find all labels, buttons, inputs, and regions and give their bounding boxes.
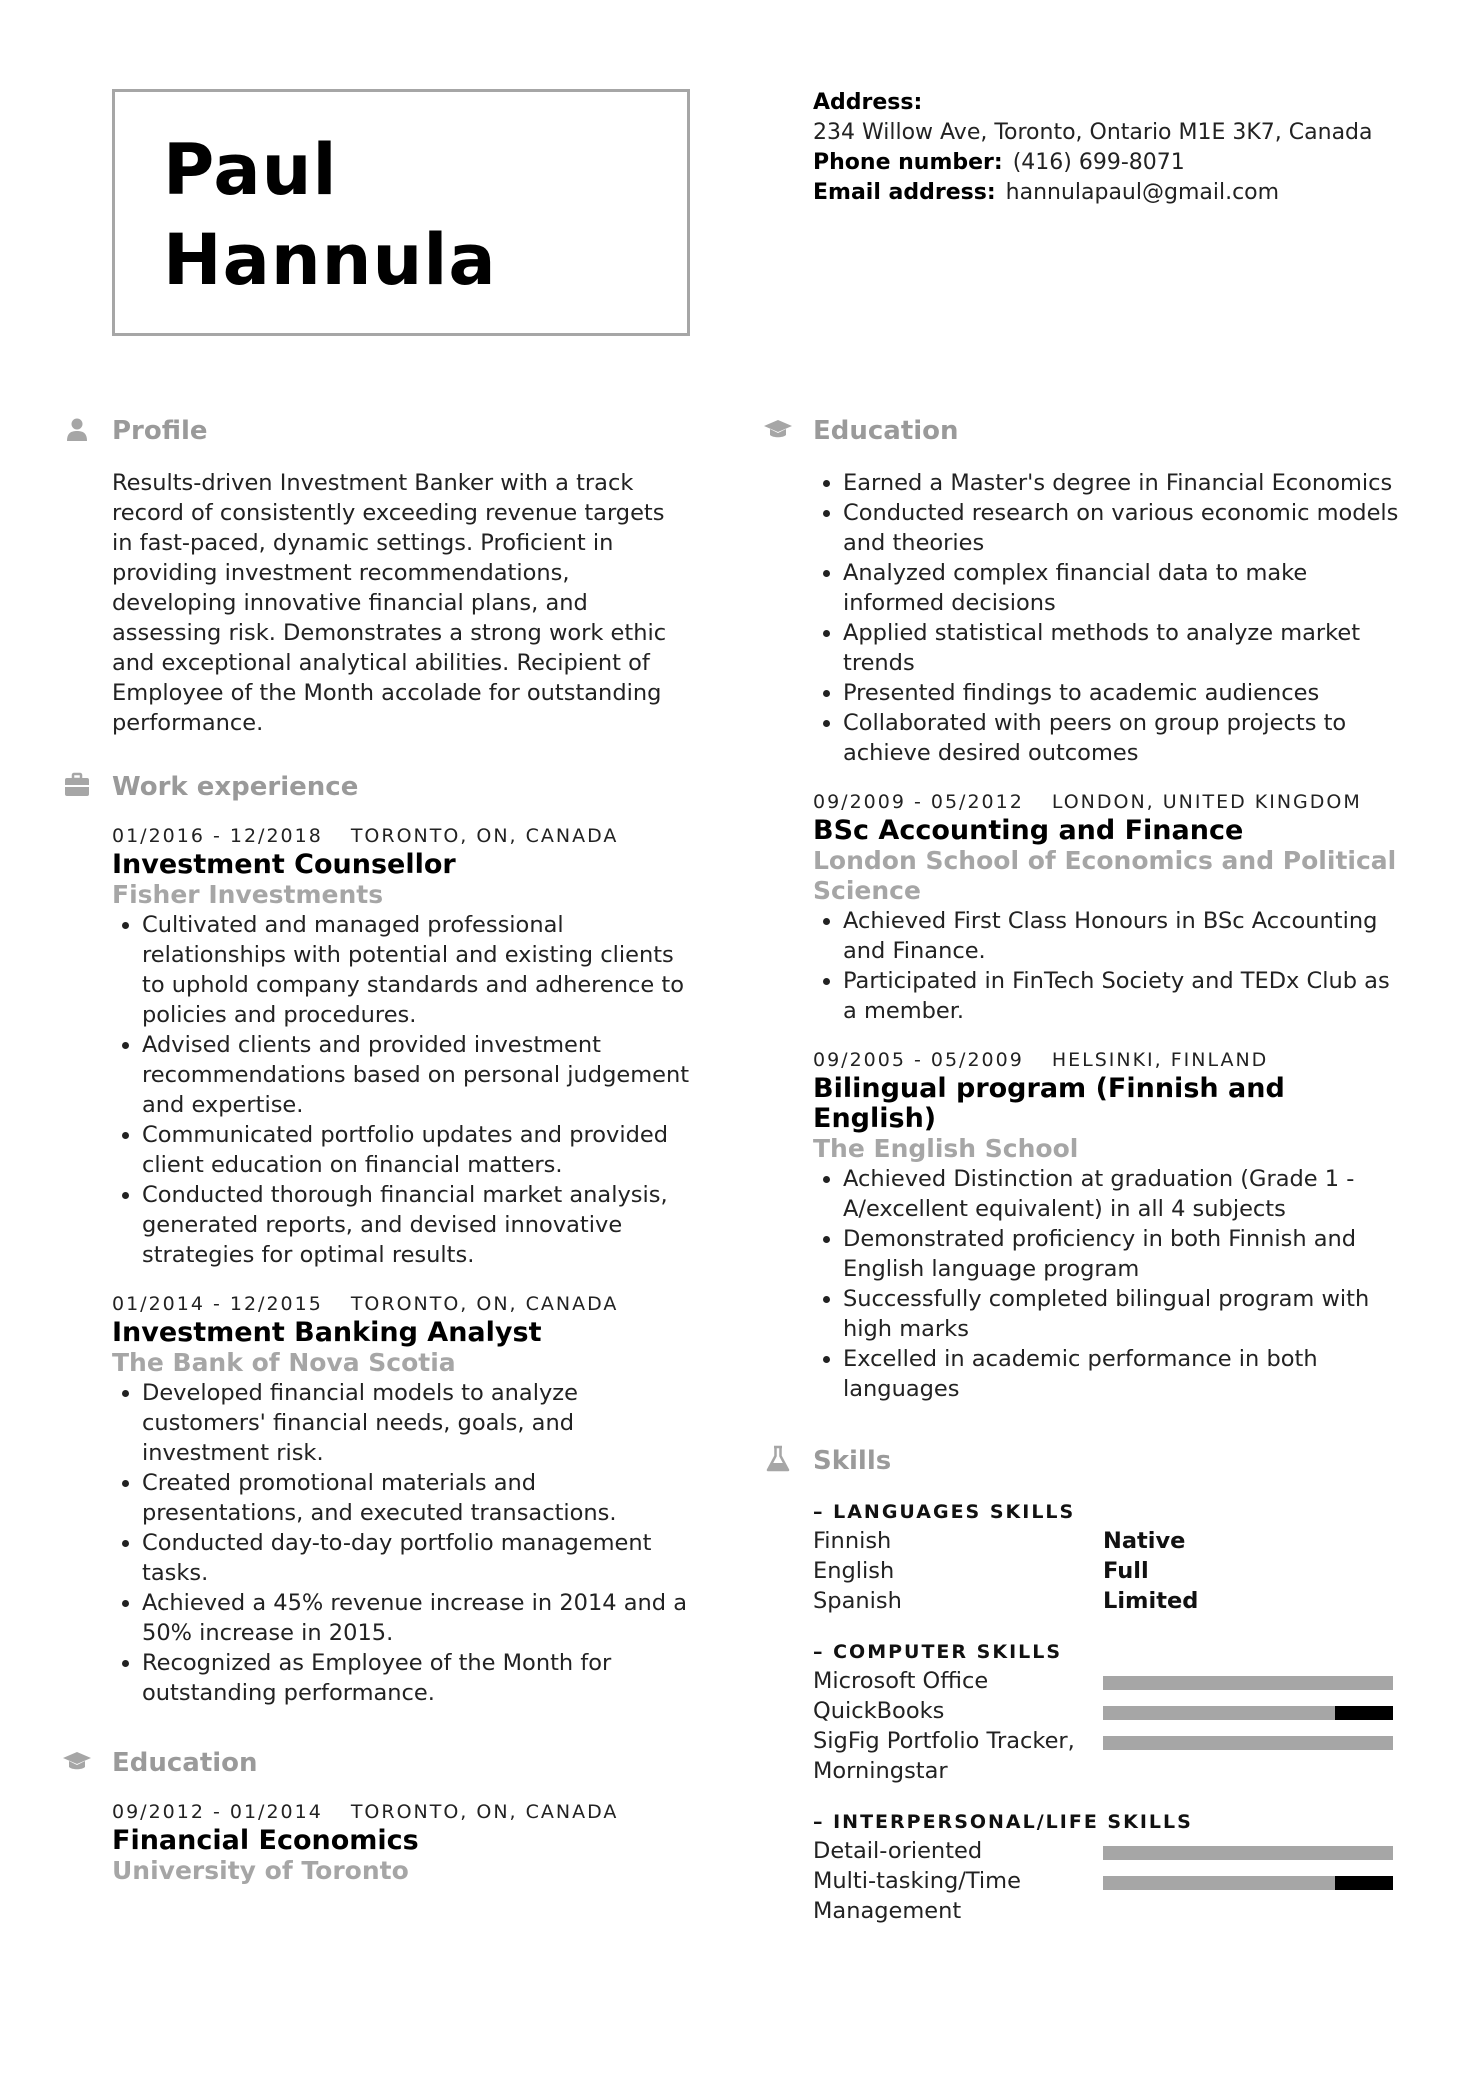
language-name: Spanish [813,1588,902,1614]
skills-heading [813,1442,1403,1482]
work-heading [112,768,692,808]
edu-school: London School of Economics and Political Science [813,846,1397,905]
bullet-item: • Cultivated and managed professional relationships with potential and existing clients to uphold company standards and adherence to policies and procedures. [142,910,692,1030]
job-company: Fisher Investments [112,880,384,909]
graduation-cap-icon [763,414,793,444]
bullet-item: • Demonstrated proficiency in both Finnish and English language program [843,1224,1403,1284]
edu-degree: BSc Accounting and Finance [813,815,1244,846]
education-entry [813,788,1403,1026]
bullet-item: • Communicated portfolio updates and provided client education on financial matters. [142,1120,692,1180]
bullet-item: • Conducted day-to-day portfolio management tasks. [142,1528,692,1588]
languages-skills-title: – LANGUAGES SKILLS [813,1501,1076,1523]
job-location: TORONTO, ON, CANADA [350,825,619,847]
job-entry [112,1290,692,1708]
skill-name: Multi-tasking/Time Management [813,1868,1021,1924]
skill-level-bar [1103,1706,1393,1720]
edu-bullets [813,1164,1403,1404]
edu-school: The English School [813,1134,1079,1163]
edu-degree: Financial Economics [112,1825,419,1856]
job-title: Investment Counsellor [112,849,456,880]
address-label: Address: [813,90,923,115]
skill-name: Detail-oriented [813,1838,983,1864]
bullet-item: • Created promotional materials and presentations, and executed transactions. [142,1468,692,1528]
bullet-item: • Developed financial models to analyze customers' financial needs, goals, and investment risk. [142,1378,692,1468]
job-bullets [112,910,692,1270]
language-row [813,1586,1403,1616]
skill-level-bar [1103,1846,1393,1860]
job-title: Investment Banking Analyst [112,1317,542,1348]
job-dates: 01/2016 - 12/2018 [112,825,323,847]
bullet-item: • Recognized as Employee of the Month for outstanding performance. [142,1648,692,1708]
skill-name: QuickBooks [813,1698,945,1724]
interpersonal-skills-title: – INTERPERSONAL/LIFE SKILLS [813,1811,1193,1833]
language-row [813,1556,1403,1586]
language-level: Limited [1103,1588,1199,1614]
bullet-item: • Advised clients and provided investment recommendations based on personal judgement and expertise. [142,1030,692,1120]
person-icon [62,414,92,444]
job-bullets [112,1378,692,1708]
edu-location: LONDON, UNITED KINGDOM [1051,791,1362,813]
bullet-item: • Earned a Master's degree in Financial Economics [843,468,1403,498]
skill-level-remaining [1335,1706,1393,1720]
profile-title: Profile [112,416,208,446]
contact-block [813,88,1373,208]
job-entry [112,822,692,1270]
skill-name: Microsoft Office [813,1668,989,1694]
skill-row [813,1696,1403,1726]
language-level: Native [1103,1528,1186,1554]
bullet-item: • Applied statistical methods to analyze market trends [843,618,1403,678]
name-box [112,89,690,336]
education-entry [112,1798,692,1886]
skill-row [813,1726,1403,1786]
skill-level-bar [1103,1736,1393,1750]
bullet-item: • Achieved a 45% revenue increase in 2014 and a 50% increase in 2015. [142,1588,692,1648]
language-level: Full [1103,1558,1149,1584]
email-value: hannulapaul@gmail.com [1005,180,1280,205]
skill-level-bar [1103,1876,1393,1890]
graduation-cap-icon [62,1746,92,1776]
education-right-heading [813,412,1403,452]
bullet-item: • Participated in FinTech Society and TEDx Club as a member. [843,966,1403,1026]
email-label: Email address: [813,180,996,205]
bullet-item: • Analyzed complex financial data to make informed decisions [843,558,1403,618]
edu-location: HELSINKI, FINLAND [1051,1049,1269,1071]
left-column [112,412,692,1886]
phone-label: Phone number: [813,150,1003,175]
profile-text: Results-driven Investment Banker with a track record of consistently exceeding revenue targets in fast-paced, dynamic settings. Proficient in providing investment recommendations, developing innovative financial plans, and assessing risk. Demonstrates a strong work ethic and exceptional analytical abilities. Recipient of Employee of the Month accolade for outstanding performance. [112,470,667,736]
education-entry [813,1046,1403,1404]
bullet-item: • Conducted research on various economic models and theories [843,498,1403,558]
bullet-item: • Successfully completed bilingual program with high marks [843,1284,1403,1344]
skill-level-remaining [1335,1876,1393,1890]
education-left-heading [112,1744,692,1784]
bullet-item: • Excelled in academic performance in both languages [843,1344,1403,1404]
profile-heading [112,412,692,452]
edu-bullets [813,906,1403,1026]
skill-row [813,1666,1403,1696]
job-company: The Bank of Nova Scotia [112,1348,456,1377]
job-dates: 01/2014 - 12/2015 [112,1293,323,1315]
education-right-title: Education [813,416,959,446]
bullet-item: • Presented findings to academic audiences [843,678,1403,708]
address-value: 234 Willow Ave, Toronto, Ontario M1E 3K7, Canada [813,120,1373,145]
bullet-item: • Achieved First Class Honours in BSc Accounting and Finance. [843,906,1403,966]
edu-dates: 09/2009 - 05/2012 [813,791,1024,813]
bullet-item: • Conducted thorough financial market analysis, generated reports, and devised innovative strategies for optimal results. [142,1180,692,1270]
bullet-item: • Collaborated with peers on group projects to achieve desired outcomes [843,708,1403,768]
education-left-title: Education [112,1748,258,1778]
edu-dates: 09/2012 - 01/2014 [112,1801,323,1823]
skill-row [813,1866,1403,1926]
edu-school: University of Toronto [112,1856,409,1885]
language-row [813,1526,1403,1556]
job-location: TORONTO, ON, CANADA [350,1293,619,1315]
briefcase-icon [62,770,92,800]
work-title: Work experience [112,772,359,802]
edu-degree: Bilingual program (Finnish and English) [813,1073,1285,1134]
computer-skills-title: – COMPUTER SKILLS [813,1641,1063,1663]
language-name: Finnish [813,1528,892,1554]
first-name: Paul [163,129,338,211]
skill-level-bar [1103,1676,1393,1690]
skill-name: SigFig Portfolio Tracker, Morningstar [813,1728,1075,1784]
phone-value: (416) 699-8071 [1012,150,1185,175]
last-name: Hannula [163,219,497,301]
skills-title: Skills [813,1446,892,1476]
language-name: English [813,1558,895,1584]
flask-icon [763,1444,793,1474]
right-column [813,412,1403,1926]
skill-row [813,1836,1403,1866]
edu-location: TORONTO, ON, CANADA [350,1801,619,1823]
bullet-item: • Achieved Distinction at graduation (Grade 1 - A/excellent equivalent) in all 4 subjects [843,1164,1403,1224]
edu-dates: 09/2005 - 05/2009 [813,1049,1024,1071]
education-bullets [813,468,1403,768]
